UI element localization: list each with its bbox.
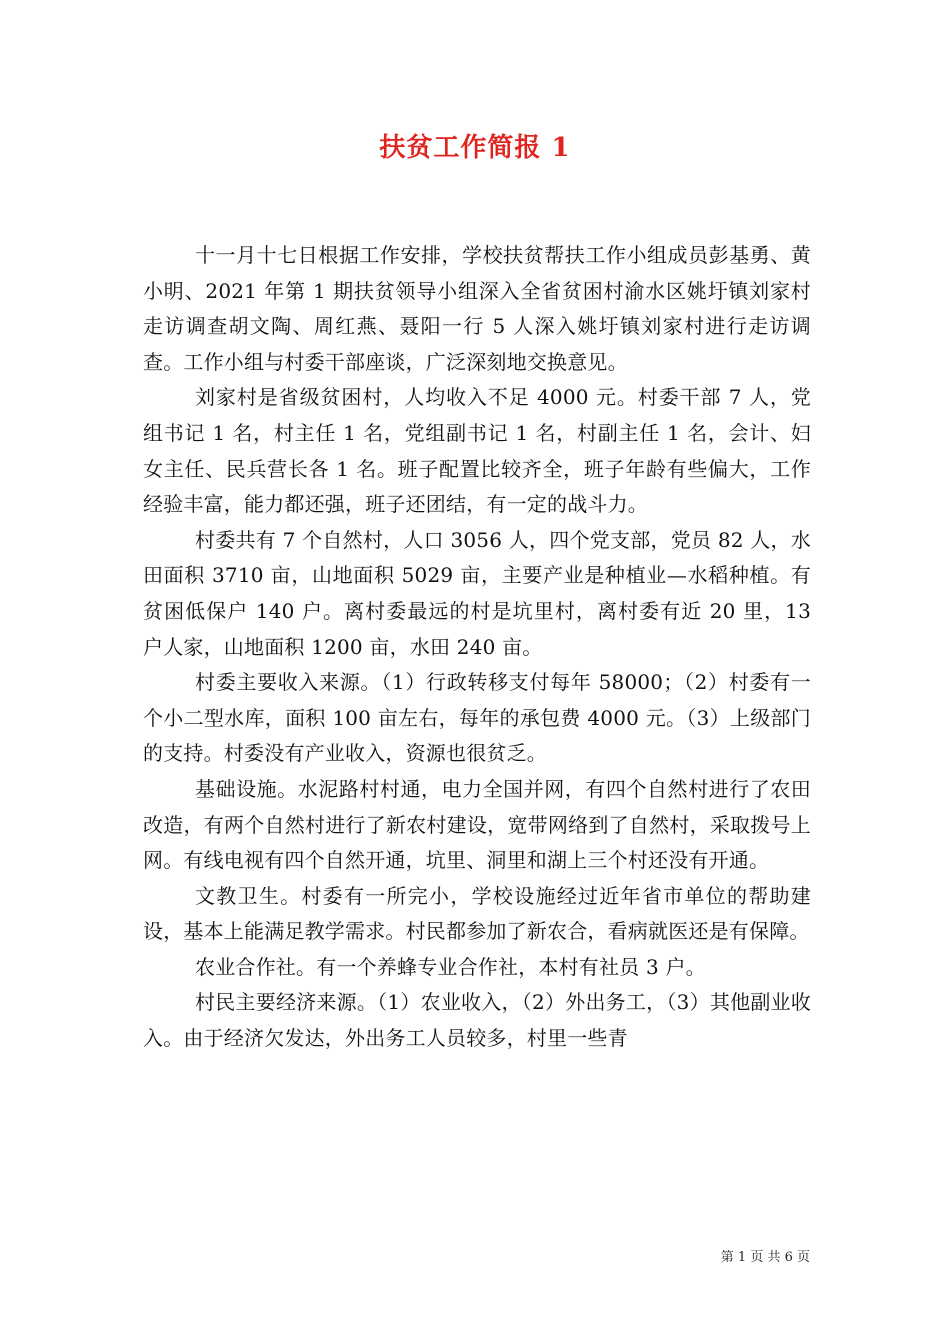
paragraph-village-overview: 刘家村是省级贫困村，人均收入不足 4000 元。村委干部 7 人，党组书记 1 名，村主任 1 名，党组副书记 1 名，村副主任 1 名，会计、妇女主任、民兵营长各 1 名。班子配置比较齐全，班子年龄有些偏大，工作经验丰富，能力都还强，班子还团结，有一定的战斗力。 — [143, 385, 811, 517]
paragraph-income-sources: 村委主要收入来源。（1）行政转移支付每年 58000；（2）村委有一个小二型水库，面积 100 亩左右，每年的承包费 4000 元。（3）上级部门的支持。村委没有产业收入，资源也很贫乏。 — [143, 670, 811, 766]
paragraph-infrastructure: 基础设施。水泥路村村通，电力全国并网，有四个自然村进行了农田改造，有两个自然村进行了新农村建设，宽带网络到了自然村，采取拨号上网。有线电视有四个自然开通，坑里、洞里和湖上三个村还没有开通。 — [143, 776, 811, 873]
page-number: 第 1 页 共 6 页 — [720, 1250, 810, 1265]
paragraph-villager-income: 村民主要经济来源。（1）农业收入，（2）外出务工，（3）其他副业收入。由于经济欠发达，外出务工人员较多，村里一些青 — [143, 990, 811, 1051]
paragraph-education-health: 文教卫生。村委有一所完小，学校设施经过近年省市单位的帮助建设，基本上能满足教学需求。村民都参加了新农合，看病就医还是有保障。 — [143, 883, 811, 944]
paragraph-intro: 十一月十七日根据工作安排，学校扶贫帮扶工作小组成员彭基勇、黄小明、2021 年第 1 期扶贫领导小组深入全省贫困村渝水区姚圩镇刘家村走访调查胡文陶、周红燕、聂阳一行 5 人深入姚圩镇刘家村进行走访调查。工作小组与村委干部座谈，广泛深刻地交换意见。 — [143, 243, 811, 374]
paragraph-cooperative: 农业合作社。有一个养蜂专业合作社，本村有社员 3 户。 — [195, 954, 706, 979]
page-title: 扶贫工作简报 1 — [379, 133, 571, 163]
paragraph-village-statistics: 村委共有 7 个自然村，人口 3056 人，四个党支部，党员 82 人，水田面积 3710 亩，山地面积 5029 亩，主要产业是种植业—水稻种植。有贫困低保户 140 户。离村委最远的村是坑里村，离村委有近 20 里，13 户人家，山地面积 1200 亩，水田 240 亩。 — [143, 527, 811, 659]
document-body — [143, 238, 811, 1057]
